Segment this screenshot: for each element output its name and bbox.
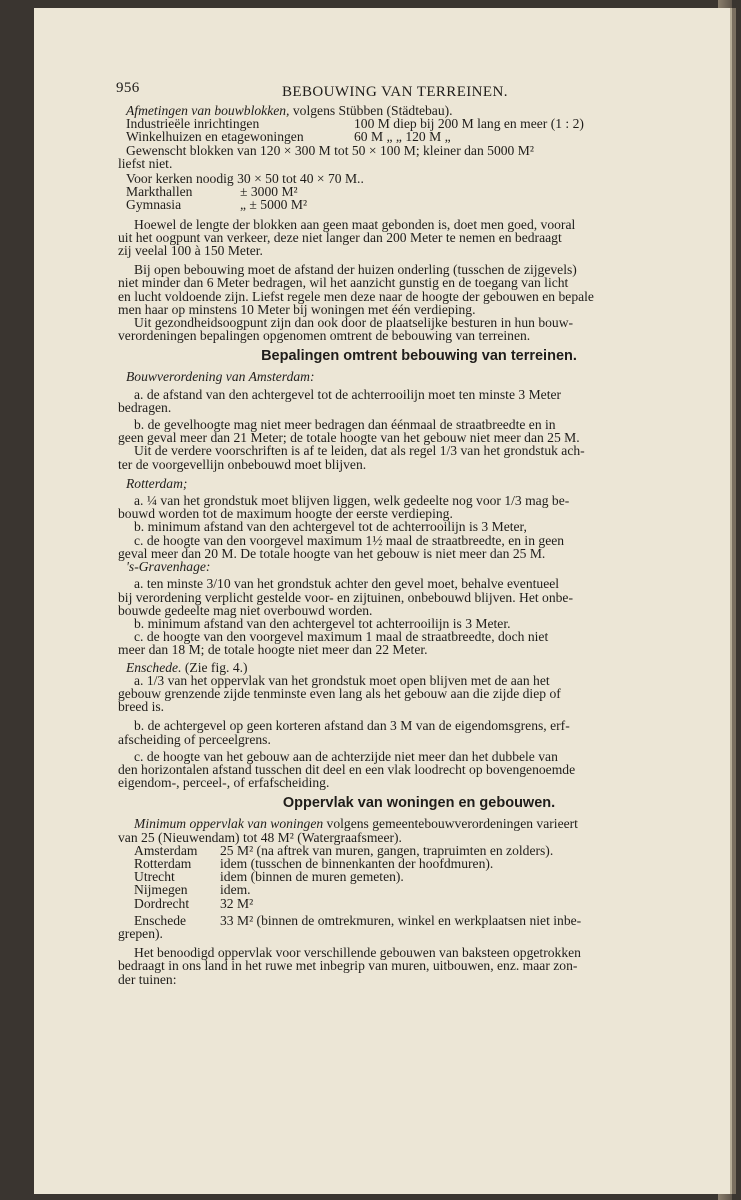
page-number: 956 (116, 80, 140, 96)
amsterdam-heading: Bouwverordening van Amsterdam: (126, 369, 315, 385)
en-a-1: a. 1/3 van het oppervlak van het grondstuk moet open blijven met de aan het (134, 672, 550, 688)
hoewel-para-2: uit het oogpunt van verkeer, deze niet langer dan 200 Meter te nemen en bedraagt (118, 229, 562, 245)
gr-a-1: a. ten minste 3/10 van het grondstuk achter den gevel moet, behalve eventueel (134, 576, 560, 592)
gr-c-2: meer dan 18 M; de totale hoogte niet meer dan 22 Meter. (118, 642, 428, 658)
rot-b: b. minimum afstand van den achtergevel tot de achterrooilijn is 3 Meter, (134, 519, 527, 535)
ams-a-2: bedragen. (118, 399, 172, 415)
rot-c-2: geval meer dan 20 M. De totale hoogte van het gebouw is niet meer dan 25 M. (118, 545, 546, 561)
rotterdam-heading: Rotterdam; (126, 475, 188, 491)
het-para-2: bedraagt in ons land in het ruwe met inbegrip van muren, uitbouwen, enz. maar zon- (118, 958, 578, 974)
ams-a-1: a. de afstand van den achtergevel tot de achterrooilijn moet ten minste 3 Meter (134, 386, 562, 402)
row-industrie: Industrieële inrichtingen 100 M diep bij 200 M lang en meer (1 : 2) (126, 116, 584, 132)
en-a-3: breed is. (118, 699, 165, 715)
city-list (118, 844, 720, 927)
gravenhage-heading: 's-Gravenhage: (126, 559, 211, 575)
row-markthallen: Markthallen ± 3000 M² (126, 184, 298, 200)
rot-a-1: a. ¼ van het grondstuk moet blijven liggen, welk gedeelte nog voor 1/3 mag be- (134, 493, 570, 509)
running-title: BEBOUWING VAN TERREINEN. (282, 84, 508, 100)
minimum-oppervlak-line: Minimum oppervlak van woningen volgens gemeentebouwverordeningen varieert (134, 816, 578, 832)
section-title-bepalingen: Bepalingen omtrent bebouwing van terreinen. (261, 348, 577, 365)
ams-c-1: Uit de verdere voorschriften is af te leiden, dat als regel 1/3 van het grondstuk ach- (134, 443, 585, 459)
section-title-oppervlak: Oppervlak van woningen en gebouwen. (282, 795, 556, 812)
enschede-heading: Enschede. (Zie fig. 4.) (126, 659, 248, 675)
bij-para-4: men haar op minstens 10 Meter bij woningen met één verdieping. (118, 301, 476, 317)
page-content (118, 80, 720, 986)
bij-para-2: niet minder dan 6 Meter bedragen, wil het aanzicht gunstig en de toegang van licht (118, 275, 569, 291)
rot-a-2: bouwd worden tot de maximum hoogte der eerste verdieping. (118, 506, 453, 522)
row-winkelhuizen: Winkelhuizen en etagewoningen 60 M „ „ 120 M „ (126, 129, 451, 145)
rot-c-1: c. de hoogte van den voorgevel maximum 1½ maal de straatbreedte, en in geen (134, 532, 565, 548)
afmetingen-intro: Afmetingen van bouwblokken, volgens Stübben (Städtebau). (126, 103, 453, 118)
row-gymnasia: Gymnasia „ ± 5000 M² (126, 197, 308, 213)
minimum-oppervlak-line-2: van 25 (Nieuwendam) tot 48 M² (Watergraafsmeer). (118, 829, 402, 845)
en-c-2: den horizontalen afstand tusschen dit deel en een vlak loodrecht op bovengenoemde (118, 761, 576, 777)
en-a-2: gebouw grenzende zijde tenminste even lang als het gebouw aan die zijde diep of (118, 685, 561, 701)
gewenscht-line: Gewenscht blokken van 120 × 300 M tot 50 × 100 M; kleiner dan 5000 M² (126, 142, 534, 158)
ams-b-1: b. de gevelhoogte mag niet meer bedragen dan éénmaal de straatbreedte en in (134, 417, 556, 433)
ams-c-2: ter de voorgevellijn onbebouwd moet blijven. (118, 456, 367, 472)
gr-b: b. minimum afstand van den achtergevel tot achterrooilijn is 3 Meter. (134, 615, 511, 631)
list-item: Rotterdam idem (tusschen de binnenkanten der hoofdmuren). (134, 855, 494, 871)
page-header (118, 80, 720, 104)
book-page (34, 8, 730, 1194)
ams-b-2: geen geval meer dan 21 Meter; de totale hoogte van het gebouw niet meer dan 25 M. (118, 430, 580, 446)
grepen-line: grepen). (118, 925, 163, 941)
hoewel-para-3: zij veelal 100 à 150 Meter. (118, 243, 263, 259)
list-item: Utrecht idem (binnen de muren gemeten). (134, 869, 404, 885)
en-c-1: c. de hoogte van het gebouw aan de achterzijde niet meer dan het dubbele van (134, 748, 558, 764)
bij-para-3: en lucht voldoende zijn. Liefst regele men deze naar de hoogte der gebouwen en bepale (118, 288, 594, 304)
bij-para-1: Bij open bebouwing moet de afstand der huizen onderling (tusschen de zijgevels) (134, 262, 577, 278)
kerken-line: Voor kerken noodig 30 × 50 tot 40 × 70 M.. (126, 171, 364, 187)
list-item: Enschede 33 M² (binnen de omtrekmuren, winkel en werkplaatsen niet inbe- (134, 912, 582, 928)
hoewel-para-1: Hoewel de lengte der blokken aan geen maat gebonden is, doet men goed, vooral (134, 216, 576, 232)
gr-a-3: bouwde gedeelte mag niet overbouwd worden. (118, 602, 373, 618)
uit-para-1: Uit gezondheidsoogpunt zijn dan ook door de plaatselijke besturen in hun bouw- (134, 315, 574, 331)
uit-para-2: verordeningen bepalingen opgenomen omtrent de bebouwing van terreinen. (118, 328, 531, 344)
en-b-2: afscheiding of perceelgrens. (118, 731, 271, 747)
het-para-3: der tuinen: (118, 971, 177, 987)
list-item: Amsterdam 25 M² (na aftrek van muren, gangen, trapruimten en zolders). (134, 842, 554, 858)
gr-c-1: c. de hoogte van den voorgevel maximum 1 maal de straatbreedte, doch niet (134, 629, 549, 645)
gewenscht-line-2: liefst niet. (118, 155, 173, 171)
list-item: Nijmegen idem. (134, 882, 251, 898)
en-b-1: b. de achtergevel op geen korteren afstand dan 3 M van de eigendomsgrens, erf- (134, 718, 570, 734)
list-item: Dordrecht 32 M² (134, 895, 254, 911)
gr-a-2: bij verordening verplicht gestelde voor- en zijtuinen, onbebouwd blijven. Het onbe- (118, 589, 573, 605)
het-para-1: Het benoodigd oppervlak voor verschillende gebouwen van baksteen opgetrokken (134, 945, 581, 961)
en-c-3: eigendom-, perceel-, of erfafscheiding. (118, 775, 330, 791)
